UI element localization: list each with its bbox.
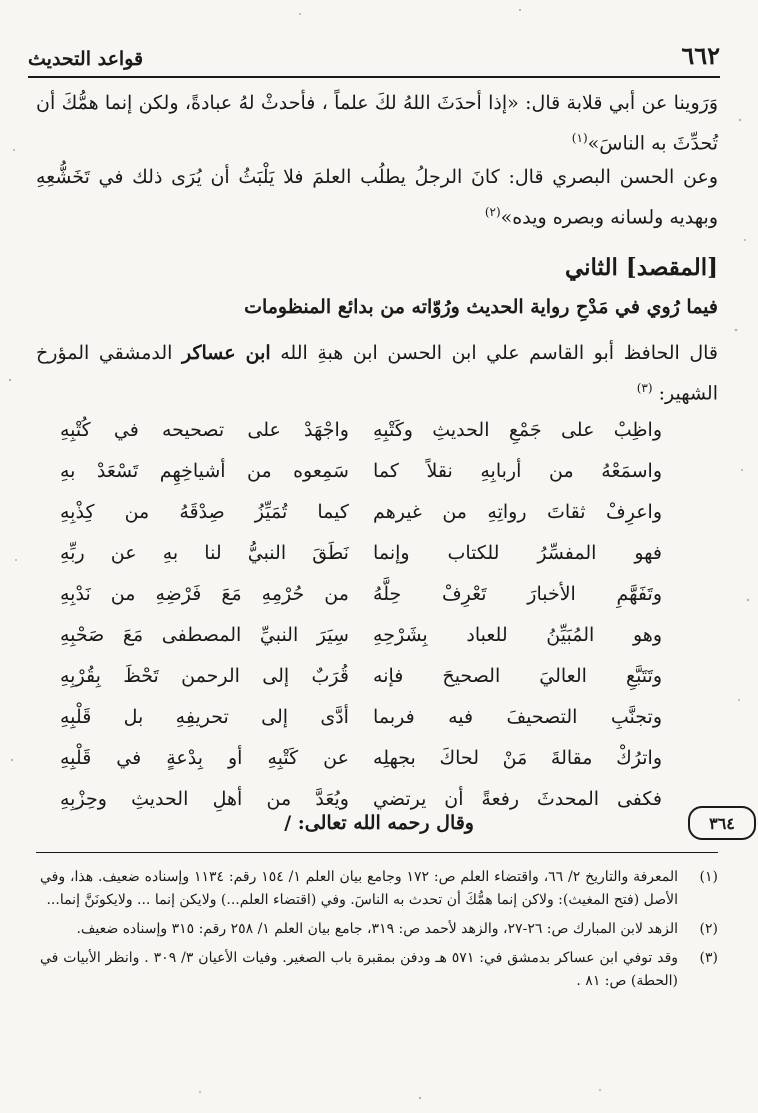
verse-second-hemistich: قُرَبٌ إلى الرحمن تَحْظَ بِقُرْبِهِ (60, 665, 349, 687)
paragraph-abu-qilaba (36, 86, 718, 161)
verse-second-hemistich: ويُعَدَّ من أهلِ الحديثِ وحِزْبِهِ (60, 788, 349, 810)
page-header (28, 30, 720, 78)
verse-second-hemistich: سَمِعوه من أشياخِهِم تَسْعَدْ بهِ (60, 460, 349, 482)
verse-first-hemistich: وهو المُبَيِّنُ للعباد بِشَرْحِهِ (373, 624, 662, 646)
poem-introduction (36, 336, 718, 411)
poem-verse (60, 533, 662, 574)
verse-first-hemistich: وتَفَهَّمِ الأخبارَ تَعْرِفْ حِلَّهُ (373, 583, 662, 605)
paragraph-hasan-basri (36, 160, 718, 235)
intro-author-name: ابن عساكر (181, 342, 271, 364)
poem (60, 410, 662, 820)
poem-verse (60, 451, 662, 492)
section-subtitle: فيما رُوي في مَدْحِ رواية الحديث ورُوّاته من بدائع المنظومات (244, 296, 718, 318)
footnote (40, 918, 718, 941)
poem-verse (60, 574, 662, 615)
verse-first-hemistich: واترُكْ مقالةَ مَنْ لحاكَ بجهلِه (373, 747, 662, 769)
intro-text: قال الحافظ أبو القاسم علي ابن الحسن ابن هبةِ الله (280, 342, 719, 364)
verse-second-hemistich: من حُرْمِهِ مَعَ فَرْضِهِ من نَدْبِهِ (60, 583, 349, 605)
footnote-ref: (٢) (484, 205, 501, 219)
poem-verse (60, 492, 662, 533)
footnotes (40, 866, 718, 999)
footnote-number: (٣) (699, 950, 718, 966)
footnote-number: (٢) (699, 921, 718, 937)
paragraph-text: وَرَوينا عن أبي قلابة قال: «إذا أحدَثَ اللهُ لكَ علماً ، فأحدثْ لهُ عبادةً، ولكن إنما همُّكَ أن تُحدِّثَ به الناسَ» (36, 92, 718, 155)
verse-first-hemistich: وتجنَّبِ التصحيفَ فيه فربما (373, 706, 662, 728)
original-page-marker: ٣٦٤ (688, 806, 756, 840)
closing-line: وقال رحمه الله تعالى: / (284, 812, 474, 834)
footnote-text: وقد توفي ابن عساكر بدمشق في: ٥٧١ هـ ودفن بمقبرة باب الصغير. وفيات الأعيان ٣/ ٣٠٩ . وانظر الأبيات في (الحطة) ص: ٨١ . (40, 950, 679, 989)
footnote-text: الزهد لابن المبارك ص: ٢٦-٢٧، والزهد لأحمد ص: ٣١٩، جامع بيان العلم ١/ ٢٥٨ رقم: ٣١٥ وإسناده ضعيف. (76, 921, 678, 937)
poem-verse (60, 656, 662, 697)
footnote (40, 947, 718, 993)
verse-second-hemistich: واجْهَدْ على تصحيحه في كُتْبِهِ (60, 419, 349, 441)
page-number: ٦٦٢ (681, 41, 720, 70)
footnote-divider (36, 852, 718, 853)
verse-second-hemistich: نَطَقَ النبيُّ لنا بهِ عن ربِّهِ (60, 542, 349, 564)
poem-verse (60, 410, 662, 451)
intro-text-rest: الدمشقي المؤرخ الشهير: (36, 342, 718, 405)
verse-first-hemistich: واعرِفْ ثقاتَ رواتِهِ من غيرهم (373, 501, 662, 523)
footnote-ref: (٣) (636, 381, 653, 395)
section-title: [المقصد] الثاني (564, 254, 718, 281)
poem-verse (60, 738, 662, 779)
footnote-number: (١) (699, 869, 718, 885)
verse-first-hemistich: واظِبْ على جَمْعِ الحديثِ وكَتْبِهِ (373, 419, 662, 441)
verse-first-hemistich: فكفى المحدثَ رفعةً أن يرتضي (373, 788, 662, 810)
verse-first-hemistich: واسمَعْهُ من أربابِهِ نقلاً كما (373, 460, 662, 482)
poem-verse (60, 615, 662, 656)
paragraph-text: وعن الحسن البصري قال: كانَ الرجلُ يطلُب العلمَ فلا يَلْبَثُ أن يُرَى ذلك في تَخَشُّعِهِ وبهديه ولسانه وبصره ويده» (36, 166, 718, 229)
verse-first-hemistich: وتَتَبَّعِ العاليَ الصحيحَ فإنه (373, 665, 662, 687)
running-title: قواعد التحديث (28, 48, 144, 70)
footnote-text: المعرفة والتاريخ ٢/ ٦٦، واقتضاء العلم ص: ١٧٢ وجامع بيان العلم ١/ ١٥٤ رقم: ١١٣٤ وإسناده ضعيف. هذا، وفي الأصل (فتح المغيث): ولاكن إنما همُّكَ أن تحدث به الناسَ. وفي (اقتضاء العلم...) ولايكن إنما ... ولايكونَنَّ إنما... (40, 869, 678, 908)
verse-second-hemistich: سِيَرَ النبيِّ المصطفى مَعَ صَحْبِهِ (60, 624, 349, 646)
poem-verse (60, 697, 662, 738)
verse-first-hemistich: فهو المفسِّرُ للكتاب وإنما (373, 542, 662, 564)
verse-second-hemistich: عن كَتْبِهِ أو بِدْعةٍ في قَلْبِهِ (60, 747, 349, 769)
footnote-ref: (١) (571, 131, 588, 145)
footnote (40, 866, 718, 912)
verse-second-hemistich: كيما تُمَيِّزُ صِدْقَهُ من كِذْبِهِ (60, 501, 349, 523)
verse-second-hemistich: أدَّى إلى تحريفِهِ بل قَلْبِهِ (60, 706, 349, 728)
